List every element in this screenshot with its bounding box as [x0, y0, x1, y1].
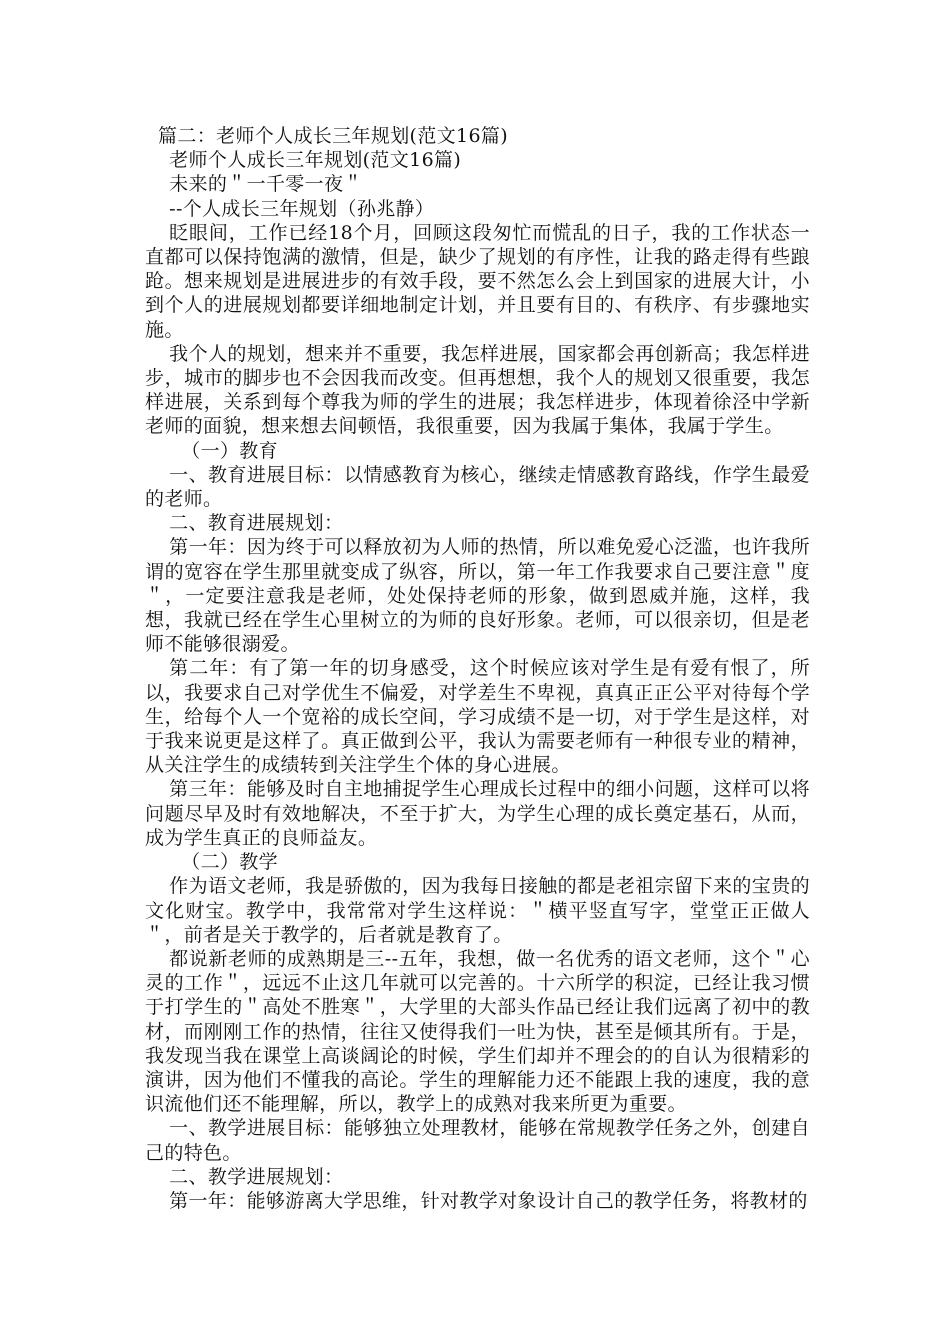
paragraph: 第二年：有了第一年的切身感受，这个时候应该对学生是有爱有恨了，所以，我要求自己对学优生不偏爱，对学差生不卑视，真真正正公平对待每个学生，给每个人一个宽裕的成长空间，学习成绩不是一切，对于学生是这样，对于我来说更是这样了。真正做到公平，我认为需要老师有一种很专业的精神，从关注学生的成绩转到关注学生个体的身心进展。: [145, 657, 810, 777]
essay-subtitle: --个人成长三年规划（孙兆静）: [169, 197, 435, 220]
document-page: [145, 124, 810, 1213]
paragraph: 都说新老师的成熟期是三--五年，我想，做一名优秀的语文老师，这个＂心灵的工作＂，远远不止这几年就可以完善的。十六所学的积淀，已经让我习惯于打学生的＂高处不胜寒＂，大学里的大部头作品已经让我们远离了初中的教材，而刚刚工作的热情，往往又使得我们一吐为快，甚至是倾其所有。于是，我发现当我在课堂上高谈阔论的时候，学生们却并不理会的的自认为很精彩的演讲，因为他们不懂我的高论。学生的理解能力还不能跟上我的速度，我的意识流他们还不能理解，所以，教学上的成熟对我来所更为重要。: [145, 947, 810, 1116]
paragraph: 眨眼间，工作已经18个月，回顾这段匆忙而慌乱的日子，我的工作状态一直都可以保持饱满的激情，但是，缺少了规划的有序性，让我的路走得有些踉跄。想来规划是进展进步的有效手段，要不然怎么会上到国家的进展大计，小到个人的进展规划都要详细地制定计划，并且要有目的、有秩序、有步骤地实施。: [145, 221, 810, 341]
paragraph: 二、教学进展规划：: [169, 1165, 344, 1188]
paragraph: 第一年：能够游离大学思维，针对教学对象设计自己的教学任务，将教材的: [169, 1189, 808, 1212]
section-heading-teaching: （二）教学: [181, 851, 279, 874]
essay-title: 未来的＂一千零一夜＂: [169, 173, 363, 196]
document-heading: 篇二：老师个人成长三年规划(范文16篇): [158, 125, 509, 147]
paragraph: 二、教育进展规划：: [169, 512, 344, 535]
section-heading-education: （一）教育: [181, 439, 279, 462]
document-title: 老师个人成长三年规划(范文16篇): [169, 149, 462, 172]
paragraph: 一、教学进展目标：能够独立处理教材，能够在常规教学任务之外，创建自己的特色。: [145, 1117, 810, 1164]
paragraph: 一、教育进展目标：以情感教育为核心，继续走情感教育路线，作学生最爱的老师。: [145, 463, 810, 511]
paragraph: 作为语文老师，我是骄傲的，因为我每日接触的都是老祖宗留下来的宝贵的文化财宝。教学中，我常常对学生这样说：＂横平竖直写字，堂堂正正做人＂，前者是关于教学的，后者就是教育了。: [145, 875, 810, 946]
paragraph: 第三年：能够及时自主地捕捉学生心理成长过程中的细小问题，这样可以将问题尽早及时有效地解决，不至于扩大，为学生心理的成长奠定基石，从而，成为学生真正的良师益友。: [145, 778, 810, 849]
paragraph: 第一年：因为终于可以释放初为人师的热情，所以难免爱心泛滥，也许我所谓的宽容在学生那里就变成了纵容，所以，第一年工作我要求自己要注意＂度＂，一定要注意我是老师，处处保持老师的形象，做到恩威并施，这样，我想，我就已经在学生心里树立的为师的良好形象。老师，可以很亲切，但是老师不能够很溺爱。: [145, 536, 810, 656]
paragraph: 我个人的规划，想来并不重要，我怎样进展，国家都会再创新高；我怎样进步，城市的脚步也不会因我而改变。但再想想，我个人的规划又很重要，我怎样进展，关系到每个尊我为师的学生的进展；我怎样进步，体现着徐泾中学新老师的面貌，想来想去间顿悟，我很重要，因为我属于集体，我属于学生。: [145, 342, 810, 438]
